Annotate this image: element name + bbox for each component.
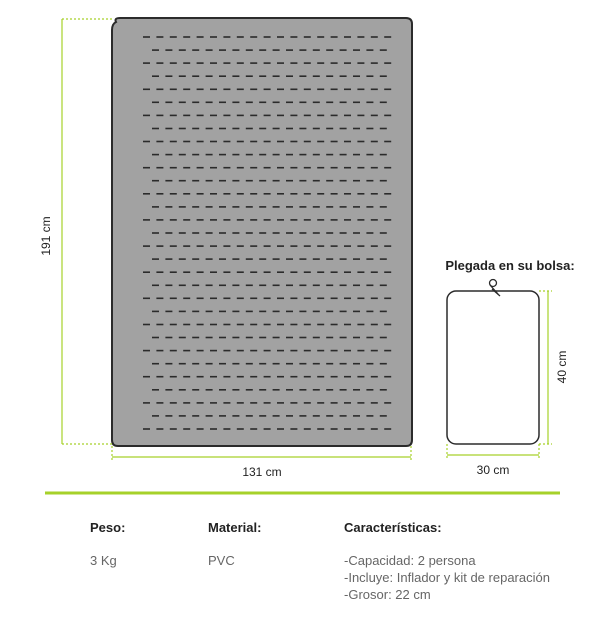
material-column — [208, 520, 261, 569]
material-heading: Material: — [208, 520, 262, 535]
bag-shape — [447, 291, 539, 444]
specs-section — [0, 520, 600, 620]
bag-title: Plegada en su bolsa: — [445, 258, 575, 273]
length-label: 191 cm — [39, 216, 53, 256]
mattress-shape — [112, 18, 412, 446]
length-dimension — [62, 19, 112, 444]
features-heading: Características: — [344, 520, 442, 535]
weight-heading: Peso: — [90, 520, 126, 535]
bag-height-dimension — [539, 291, 552, 444]
width-label: 131 cm — [242, 465, 282, 479]
material-value: PVC — [208, 553, 235, 568]
weight-column — [90, 520, 125, 569]
width-dimension — [112, 446, 411, 462]
bag-height-label: 40 cm — [555, 350, 569, 384]
weight-value: 3 Kg — [90, 553, 117, 568]
features-list — [344, 552, 550, 603]
feature-capacity: - Capacidad: 2 persona — [344, 552, 550, 569]
bag-width-dimension — [447, 444, 539, 460]
features-column — [344, 520, 550, 603]
bag-width-label: 30 cm — [476, 463, 510, 477]
feature-includes: - Incluye: Inflador y kit de reparación — [344, 569, 550, 586]
feature-thickness: - Grosor: 22 cm — [344, 586, 550, 603]
